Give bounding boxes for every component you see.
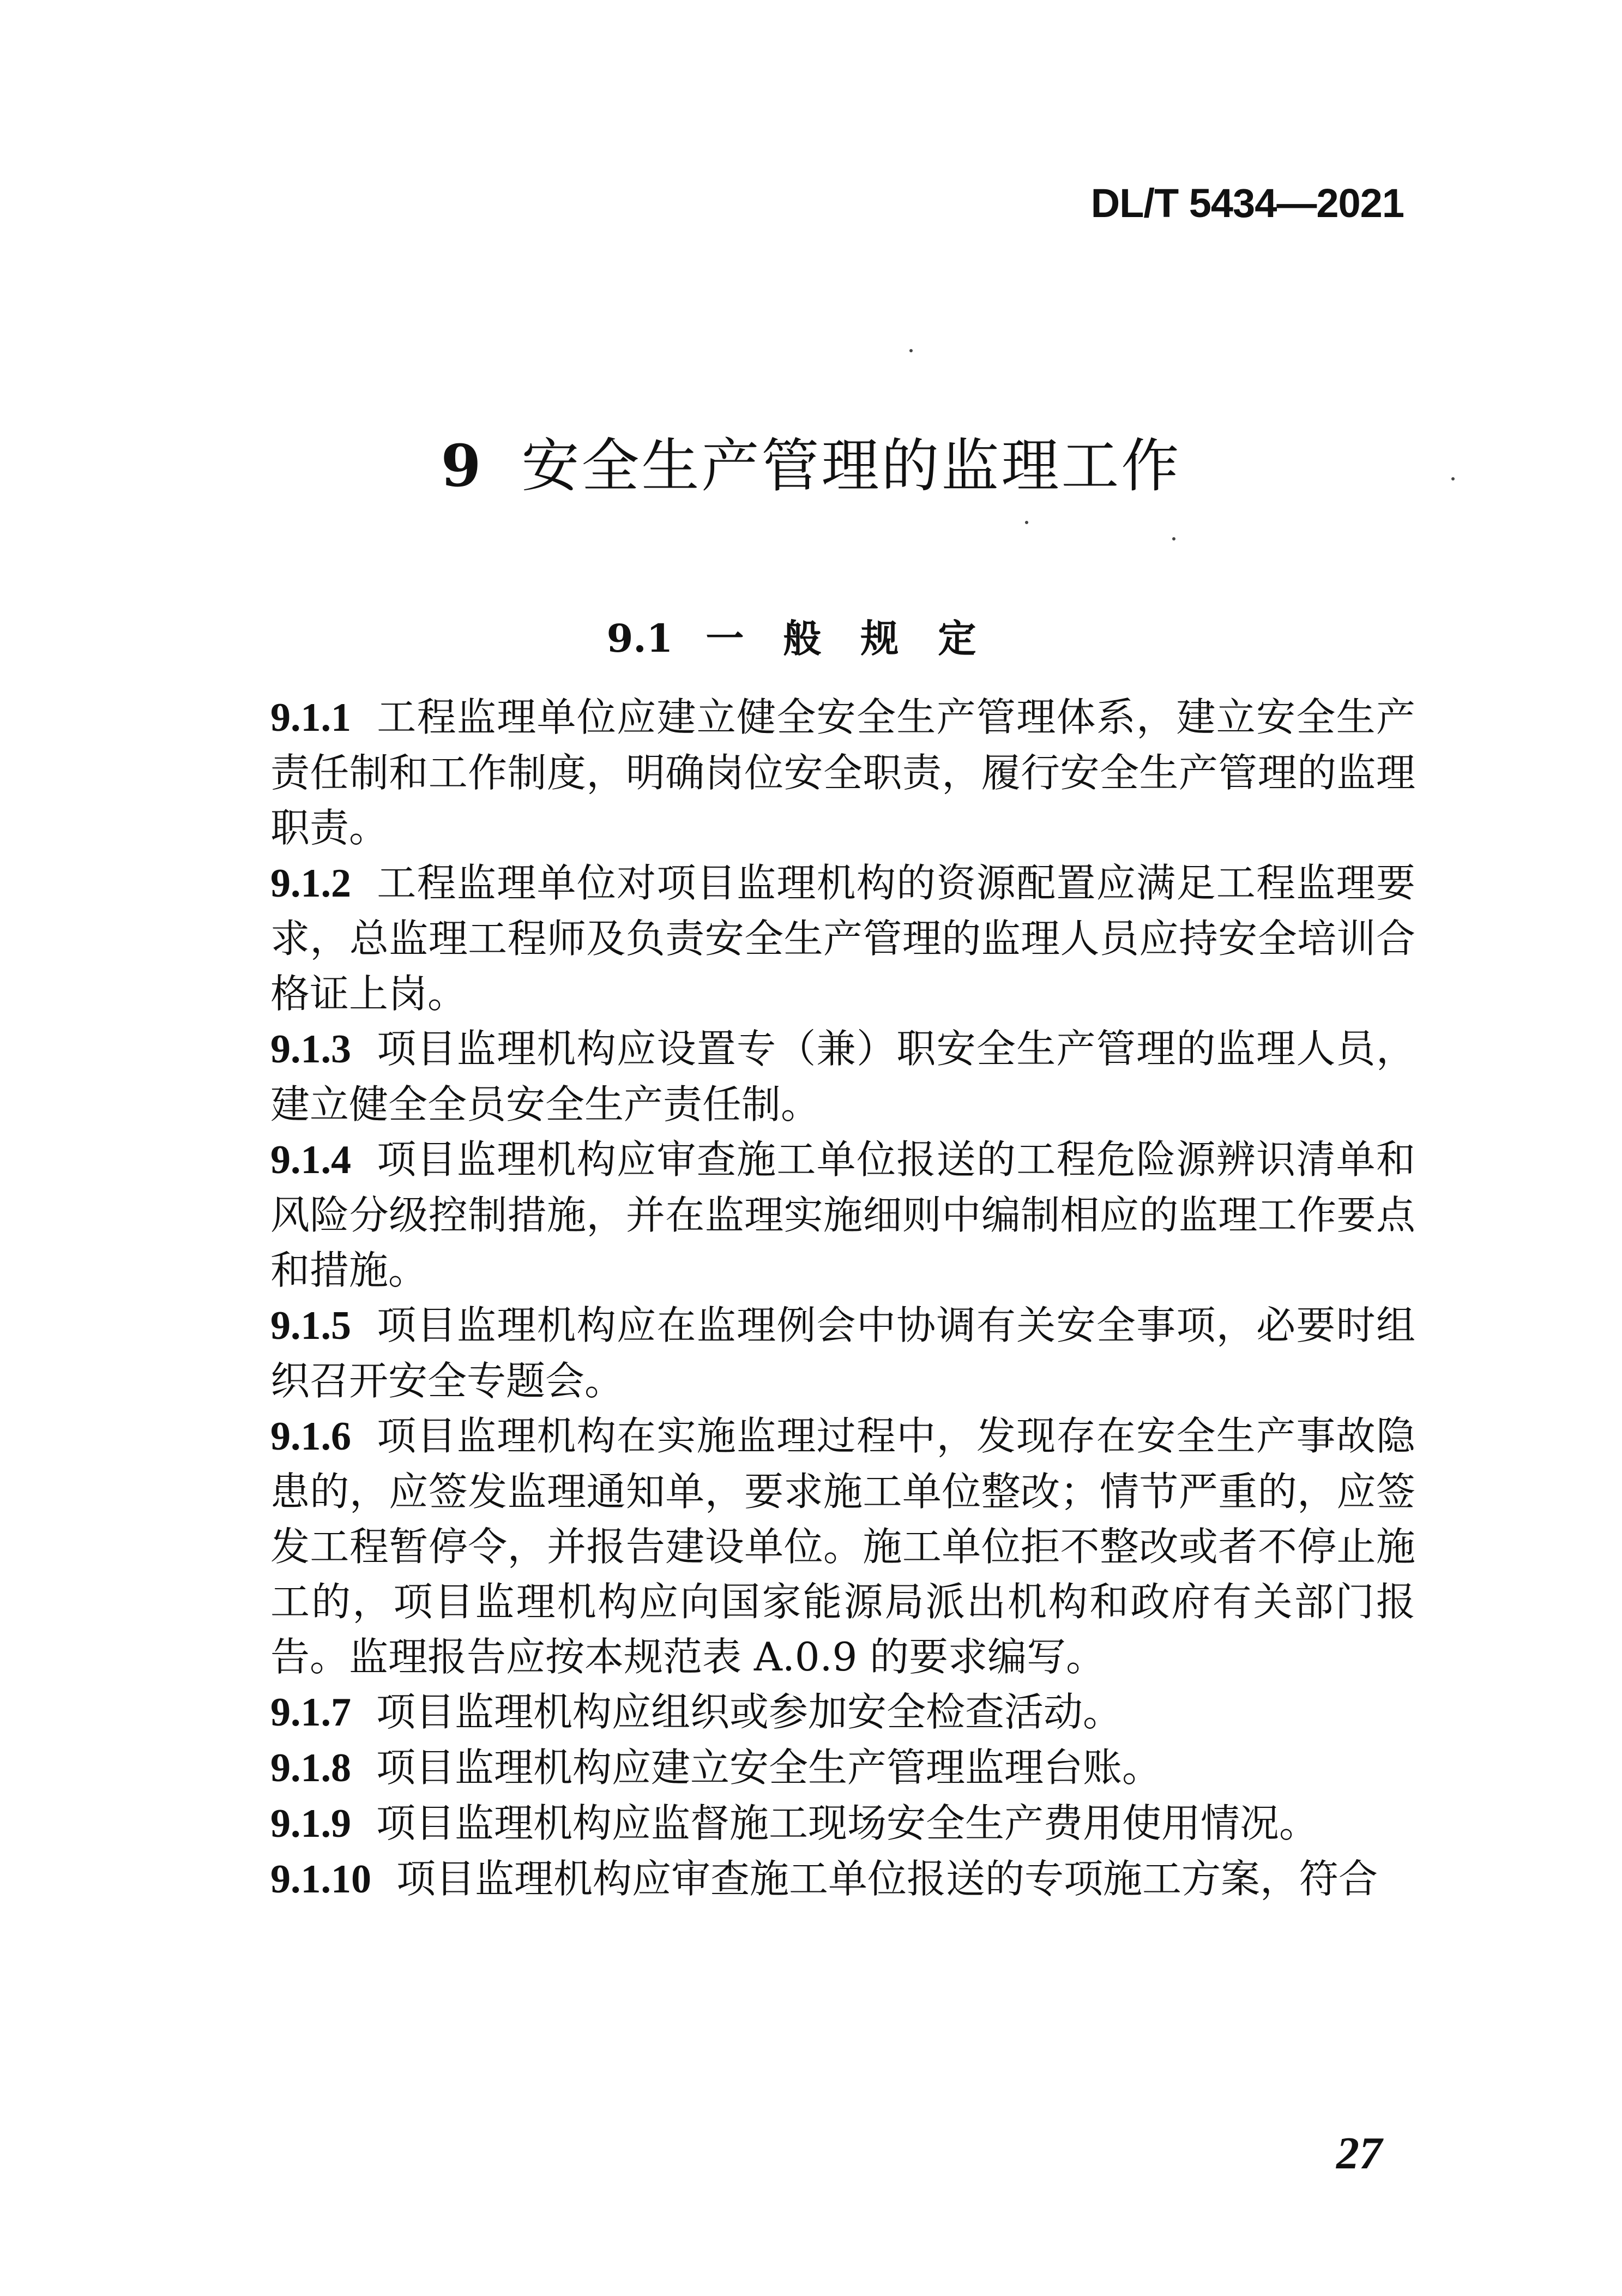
section-number: 9.1 <box>606 616 673 661</box>
clause-text: 项目监理机构应建立安全生产管理监理台账。 <box>376 1745 1162 1790</box>
clause-9-1-9 <box>270 1796 1415 1852</box>
clause-9-1-5 <box>270 1298 1415 1409</box>
clause-number: 9.1.8 <box>270 1746 351 1790</box>
clause-9-1-3 <box>270 1021 1415 1132</box>
standard-code: DL/T 5434—2021 <box>1090 181 1404 226</box>
scan-speck <box>1025 521 1028 524</box>
clause-9-1-4 <box>270 1132 1415 1298</box>
clause-text: 项目监理机构应审查施工单位报送的工程危险源辨识清单和风险分级控制措施，并在监理实施细则中编制相应的监理工作要点和措施。 <box>270 1137 1415 1293</box>
clause-9-1-8 <box>270 1740 1415 1796</box>
clause-number: 9.1.7 <box>270 1690 351 1735</box>
scan-speck <box>1451 477 1455 480</box>
clause-number: 9.1.6 <box>270 1414 351 1459</box>
chapter-number: 9 <box>441 431 484 500</box>
clause-text: 工程监理单位对项目监理机构的资源配置应满足工程监理要求，总监理工程师及负责安全生产管理的监理人员应持安全培训合格证上岗。 <box>270 860 1415 1017</box>
scan-speck <box>909 349 913 352</box>
clause-9-1-2 <box>270 856 1415 1021</box>
section-title-text: 一般规定 <box>706 616 1016 661</box>
clause-text: 项目监理机构应设置专（兼）职安全生产管理的监理人员，建立健全全员安全生产责任制。 <box>270 1026 1415 1127</box>
chapter-title <box>0 420 1622 503</box>
section-title <box>0 608 1622 663</box>
clause-text: 项目监理机构在实施监理过程中，发现存在安全生产事故隐患的，应签发监理通知单，要求施工单位整改；情节严重的，应签发工程暂停令，并报告建设单位。施工单位拒不整改或者不停止施工的，项目监理机构应向国家能源局派出机构和政府有关部门报告。监理报告应按本规范表 A.0.9 的要求编写。 <box>270 1413 1415 1680</box>
clause-number: 9.1.3 <box>270 1027 351 1072</box>
clause-number: 9.1.10 <box>270 1857 371 1902</box>
clause-number: 9.1.9 <box>270 1801 351 1846</box>
clause-number: 9.1.4 <box>270 1138 351 1182</box>
clause-list <box>270 690 1415 1907</box>
clause-text: 工程监理单位应建立健全安全生产管理体系，建立安全生产责任制和工作制度，明确岗位安全职责，履行安全生产管理的监理职责。 <box>270 694 1415 851</box>
scan-speck <box>1172 537 1175 540</box>
clause-9-1-7 <box>270 1685 1415 1740</box>
clause-9-1-1 <box>270 690 1415 856</box>
page-number: 27 <box>1336 2128 1382 2179</box>
clause-number: 9.1.5 <box>270 1303 351 1348</box>
clause-9-1-10 <box>270 1852 1415 1907</box>
clause-number: 9.1.1 <box>270 695 351 740</box>
clause-9-1-6 <box>270 1409 1415 1685</box>
chapter-title-text: 安全生产管理的监理工作 <box>521 432 1181 500</box>
clause-text: 项目监理机构应监督施工现场安全生产费用使用情况。 <box>376 1800 1319 1846</box>
clause-number: 9.1.2 <box>270 861 351 906</box>
clause-text: 项目监理机构应审查施工单位报送的专项施工方案，符合 <box>396 1856 1378 1902</box>
clause-text: 项目监理机构应在监理例会中协调有关安全事项，必要时组织召开安全专题会。 <box>270 1302 1415 1404</box>
clause-text: 项目监理机构应组织或参加安全检查活动。 <box>376 1689 1123 1735</box>
